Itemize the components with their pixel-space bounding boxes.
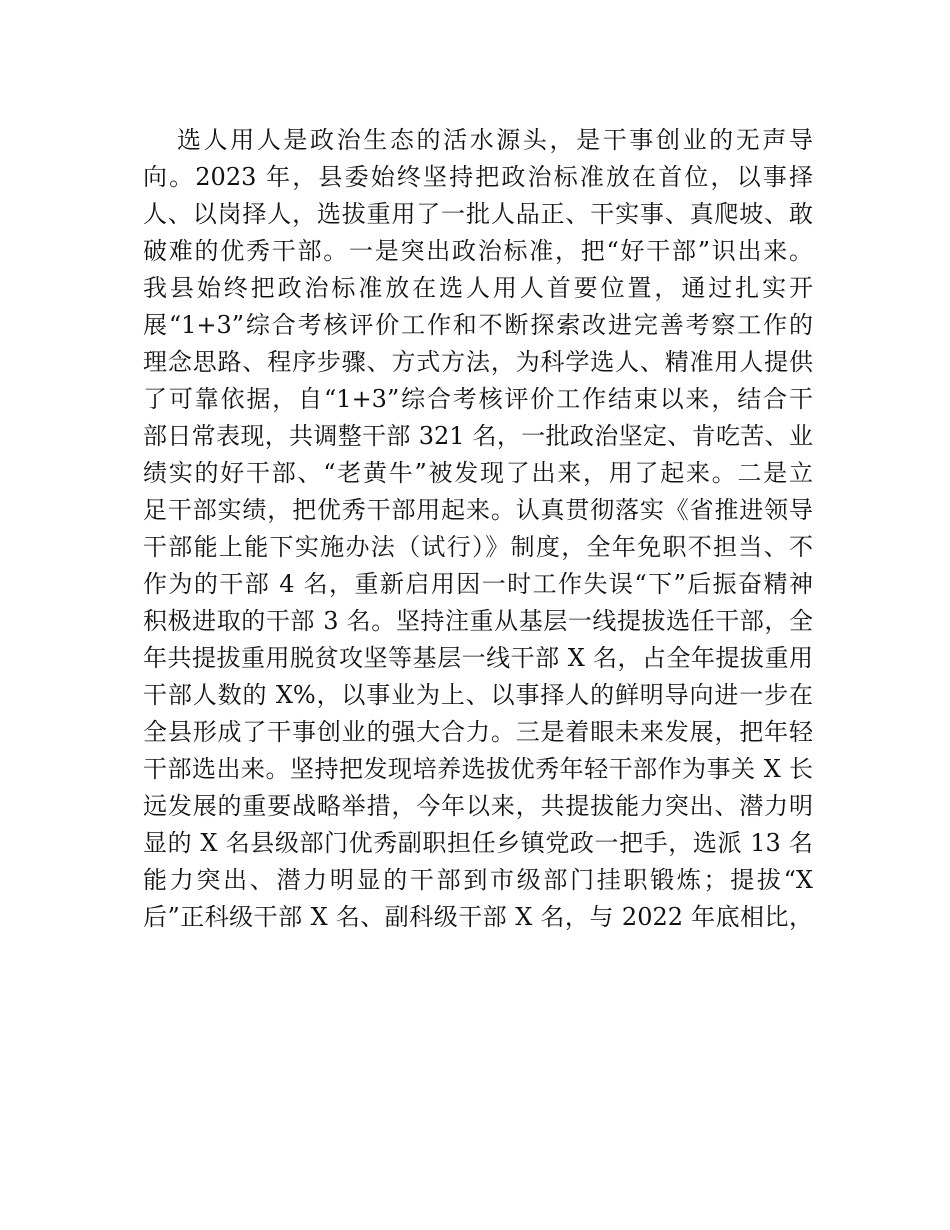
- text-line: 了可靠依据，自“1+3”综合考核评价工作结束以来，结合干: [143, 385, 813, 413]
- body-paragraph: [143, 122, 813, 936]
- text-line: 作为的干部 4 名，重新启用因一时工作失误“下”后振奋精神: [143, 570, 813, 598]
- text-line: 年共提拔重用脱贫攻坚等基层一线干部 X 名，占全年提拔重用: [143, 644, 813, 672]
- text-line: 显的 X 名县级部门优秀副职担任乡镇党政一把手，选派 13 名: [143, 829, 813, 857]
- text-line: 后”正科级干部 X 名、副科级干部 X 名，与 2022 年底相比，: [143, 903, 813, 931]
- text-line: 我县始终把政治标准放在选人用人首要位置，通过扎实开: [143, 274, 813, 302]
- text-line: 积极进取的干部 3 名。坚持注重从基层一线提拔选任干部，全: [143, 607, 813, 635]
- text-line: 理念思路、程序步骤、方式方法，为科学选人、精准用人提供: [143, 348, 813, 376]
- text-line: 全县形成了干事创业的强大合力。三是着眼未来发展，把年轻: [143, 718, 813, 746]
- text-line: 足干部实绩，把优秀干部用起来。认真贯彻落实《省推进领导: [143, 496, 813, 524]
- text-line: 能力突出、潜力明显的干部到市级部门挂职锻炼；提拔“X: [143, 866, 813, 894]
- text-line: 绩实的好干部、“老黄牛”被发现了出来，用了起来。二是立: [143, 459, 813, 487]
- text-line: 向。2023 年，县委始终坚持把政治标准放在首位，以事择: [143, 163, 813, 191]
- text-line: 选人用人是政治生态的活水源头，是干事创业的无声导: [177, 126, 813, 154]
- text-line: 干部能上能下实施办法（试行）》制度，全年免职不担当、不: [143, 533, 813, 561]
- text-line: 干部选出来。坚持把发现培养选拔优秀年轻干部作为事关 X 长: [143, 755, 813, 783]
- text-line: 干部人数的 X%，以事业为上、以事择人的鲜明导向进一步在: [143, 681, 813, 709]
- text-line: 人、以岗择人，选拔重用了一批人品正、干实事、真爬坡、敢: [143, 200, 813, 228]
- text-line: 破难的优秀干部。一是突出政治标准，把“好干部”识出来。: [143, 237, 813, 265]
- text-line: 部日常表现，共调整干部 321 名，一批政治坚定、肯吃苦、业: [143, 422, 813, 450]
- text-line: 展“1+3”综合考核评价工作和不断探索改进完善考察工作的: [143, 311, 813, 339]
- text-line: 远发展的重要战略举措，今年以来，共提拔能力突出、潜力明: [143, 792, 813, 820]
